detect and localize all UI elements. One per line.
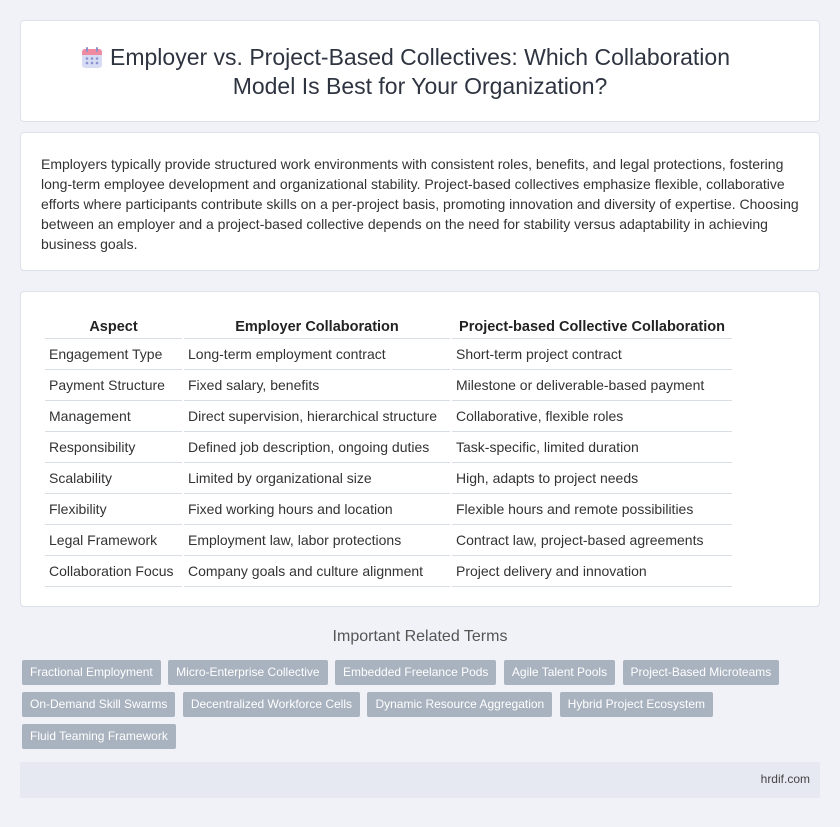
table-cell-project: Project delivery and innovation bbox=[452, 556, 732, 587]
intro-paragraph: Employers typically provide structured work environments with consistent roles, benefits, and legal protections, fostering long-term employee development and organizational stability. Project-based collectives emphasize flexible, collaborative efforts where participants contribute skills on a per-project basis, promoting innovation and diversity of expertise. Choosing between an employer and a project-based collective depends on the need for stability versus adaptability in achieving business goals. bbox=[41, 156, 799, 252]
related-term-tag[interactable]: On-Demand Skill Swarms bbox=[22, 692, 175, 717]
related-terms-list bbox=[22, 660, 812, 756]
column-header-employer: Employer Collaboration bbox=[184, 315, 450, 339]
footer-site-link[interactable]: hrdif.com bbox=[760, 772, 810, 786]
table-cell-employer: Company goals and culture alignment bbox=[184, 556, 450, 587]
related-terms-heading: Important Related Terms bbox=[332, 628, 508, 645]
table-row bbox=[45, 401, 732, 432]
footer-bar bbox=[20, 762, 820, 798]
column-header-aspect: Aspect bbox=[45, 315, 182, 339]
table-row bbox=[45, 525, 732, 556]
table-row bbox=[45, 556, 732, 587]
page-title-line-2: Model Is Best for Your Organization? bbox=[232, 73, 608, 99]
table-cell-employer: Limited by organizational size bbox=[184, 463, 450, 494]
comparison-table bbox=[43, 315, 734, 587]
table-row bbox=[45, 339, 732, 370]
table-cell-employer: Fixed salary, benefits bbox=[184, 370, 450, 401]
comparison-card bbox=[20, 291, 820, 607]
table-cell-project: Contract law, project-based agreements bbox=[452, 525, 732, 556]
table-cell-aspect: Scalability bbox=[45, 463, 182, 494]
table-cell-project: Task-specific, limited duration bbox=[452, 432, 732, 463]
page-title bbox=[21, 43, 819, 101]
related-term-tag[interactable]: Micro-Enterprise Collective bbox=[168, 660, 327, 685]
table-cell-project: Flexible hours and remote possibilities bbox=[452, 494, 732, 525]
table-row bbox=[45, 432, 732, 463]
related-term-tag[interactable]: Dynamic Resource Aggregation bbox=[367, 692, 552, 717]
related-term-tag[interactable]: Project-Based Microteams bbox=[623, 660, 780, 685]
related-term-tag[interactable]: Agile Talent Pools bbox=[504, 660, 615, 685]
table-cell-project: High, adapts to project needs bbox=[452, 463, 732, 494]
related-term-tag[interactable]: Decentralized Workforce Cells bbox=[183, 692, 360, 717]
table-row bbox=[45, 370, 732, 401]
table-header-row bbox=[45, 315, 732, 339]
related-term-tag[interactable]: Embedded Freelance Pods bbox=[335, 660, 496, 685]
intro-card bbox=[20, 132, 820, 271]
table-cell-employer: Fixed working hours and location bbox=[184, 494, 450, 525]
table-cell-aspect: Legal Framework bbox=[45, 525, 182, 556]
table-cell-aspect: Management bbox=[45, 401, 182, 432]
table-cell-aspect: Payment Structure bbox=[45, 370, 182, 401]
header-card bbox=[20, 20, 820, 122]
page-title-line-1: Employer vs. Project-Based Collectives: Which Collaboration bbox=[110, 44, 730, 70]
table-cell-aspect: Responsibility bbox=[45, 432, 182, 463]
related-term-tag[interactable]: Fractional Employment bbox=[22, 660, 161, 685]
table-cell-aspect: Flexibility bbox=[45, 494, 182, 525]
table-row bbox=[45, 494, 732, 525]
table-cell-aspect: Engagement Type bbox=[45, 339, 182, 370]
table-cell-project: Collaborative, flexible roles bbox=[452, 401, 732, 432]
table-row bbox=[45, 463, 732, 494]
table-cell-project: Milestone or deliverable-based payment bbox=[452, 370, 732, 401]
related-term-tag[interactable]: Hybrid Project Ecosystem bbox=[560, 692, 713, 717]
table-cell-employer: Employment law, labor protections bbox=[184, 525, 450, 556]
table-cell-project: Short-term project contract bbox=[452, 339, 732, 370]
table-cell-employer: Direct supervision, hierarchical structure bbox=[184, 401, 450, 432]
related-term-tag[interactable]: Fluid Teaming Framework bbox=[22, 724, 176, 749]
column-header-project-based: Project-based Collective Collaboration bbox=[452, 315, 732, 339]
table-cell-employer: Defined job description, ongoing duties bbox=[184, 432, 450, 463]
table-cell-aspect: Collaboration Focus bbox=[45, 556, 182, 587]
table-cell-employer: Long-term employment contract bbox=[184, 339, 450, 370]
